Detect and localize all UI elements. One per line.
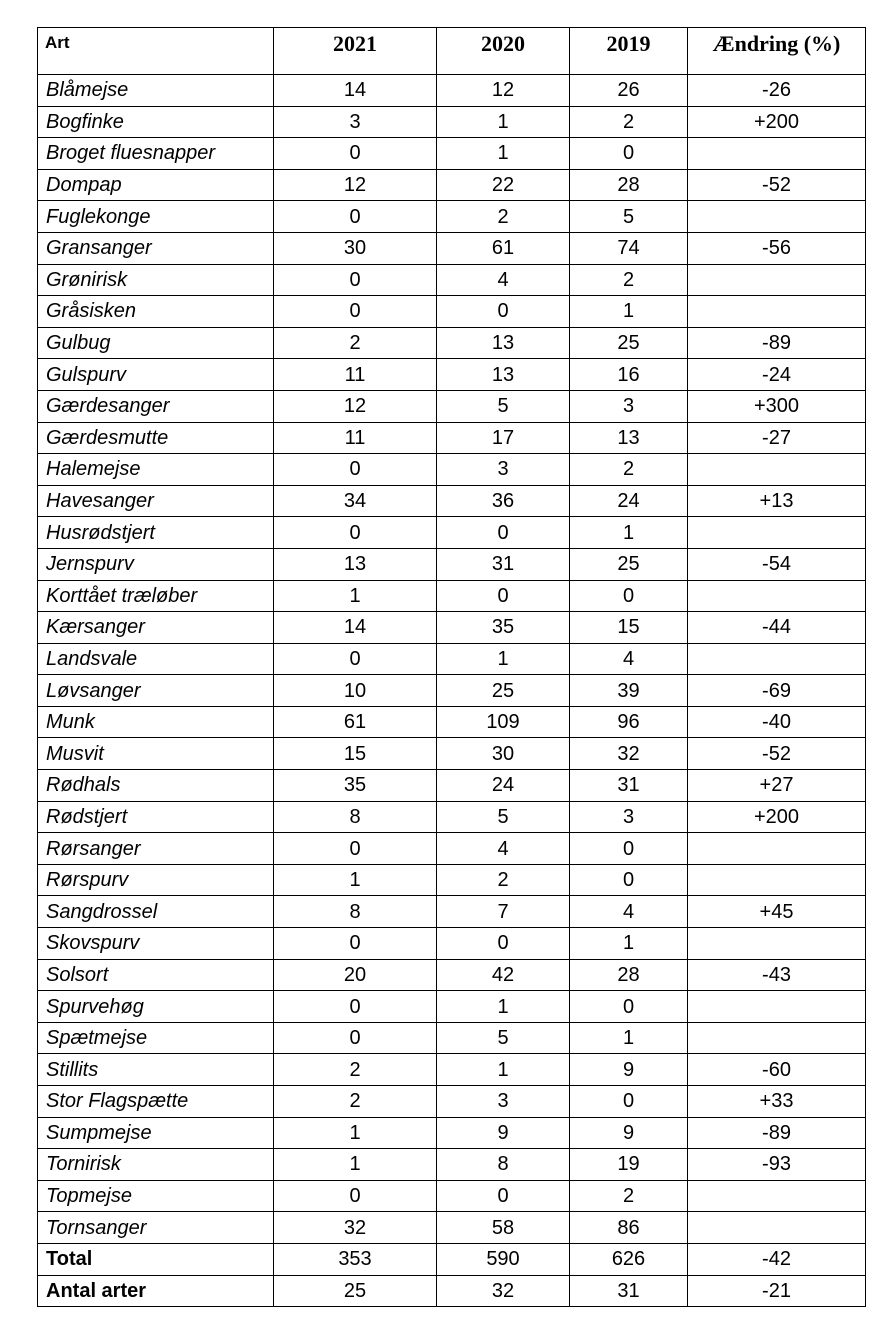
change-percent	[688, 201, 866, 233]
change-percent: -27	[688, 422, 866, 454]
count-2020: 4	[437, 833, 570, 865]
count-2020: 24	[437, 770, 570, 802]
count-2019: 0	[570, 833, 688, 865]
count-2019: 28	[570, 959, 688, 991]
count-2019: 24	[570, 485, 688, 517]
species-name: Landsvale	[38, 643, 274, 675]
count-2019: 28	[570, 169, 688, 201]
column-header-art: Art	[38, 28, 274, 75]
count-2020: 17	[437, 422, 570, 454]
count-2021: 14	[274, 75, 437, 107]
change-percent: -54	[688, 548, 866, 580]
count-2019: 2	[570, 106, 688, 138]
count-2021: 353	[274, 1243, 437, 1275]
table-row	[38, 454, 866, 486]
species-name: Fuglekonge	[38, 201, 274, 233]
count-2019: 86	[570, 1212, 688, 1244]
table-row	[38, 138, 866, 170]
count-2019: 2	[570, 264, 688, 296]
count-2019: 4	[570, 643, 688, 675]
change-percent: +200	[688, 106, 866, 138]
column-header-change: Ændring (%)	[688, 28, 866, 75]
species-name: Blåmejse	[38, 75, 274, 107]
count-2019: 0	[570, 1086, 688, 1118]
column-header-2019: 2019	[570, 28, 688, 75]
count-2021: 14	[274, 612, 437, 644]
table-row	[38, 75, 866, 107]
table-row	[38, 1054, 866, 1086]
count-2021: 15	[274, 738, 437, 770]
change-percent: +300	[688, 390, 866, 422]
table-row	[38, 264, 866, 296]
count-2019: 3	[570, 390, 688, 422]
count-2021: 0	[274, 833, 437, 865]
change-percent	[688, 928, 866, 960]
table-row	[38, 1022, 866, 1054]
count-2019: 9	[570, 1117, 688, 1149]
count-2021: 1	[274, 580, 437, 612]
table-row	[38, 517, 866, 549]
count-2019: 31	[570, 1275, 688, 1307]
change-percent: -43	[688, 959, 866, 991]
change-percent: -89	[688, 1117, 866, 1149]
species-name: Gærdesanger	[38, 390, 274, 422]
count-2020: 3	[437, 454, 570, 486]
change-percent: -40	[688, 706, 866, 738]
count-2020: 30	[437, 738, 570, 770]
count-2019: 4	[570, 896, 688, 928]
change-percent: -89	[688, 327, 866, 359]
count-2020: 35	[437, 612, 570, 644]
species-name: Dompap	[38, 169, 274, 201]
count-2020: 0	[437, 928, 570, 960]
count-2019: 2	[570, 454, 688, 486]
count-2019: 39	[570, 675, 688, 707]
table-row	[38, 928, 866, 960]
species-count-table	[37, 27, 866, 1307]
count-2019: 2	[570, 1180, 688, 1212]
count-2021: 1	[274, 864, 437, 896]
count-2020: 25	[437, 675, 570, 707]
species-name: Spurvehøg	[38, 991, 274, 1023]
column-header-2020: 2020	[437, 28, 570, 75]
count-2021: 30	[274, 232, 437, 264]
count-2021: 0	[274, 1022, 437, 1054]
species-name: Rørspurv	[38, 864, 274, 896]
header-row	[38, 28, 866, 75]
count-2019: 25	[570, 548, 688, 580]
count-2020: 13	[437, 359, 570, 391]
count-2019: 32	[570, 738, 688, 770]
species-name: Total	[38, 1243, 274, 1275]
species-name: Sangdrossel	[38, 896, 274, 928]
count-2021: 0	[274, 991, 437, 1023]
table-row	[38, 327, 866, 359]
table-row	[38, 612, 866, 644]
count-2021: 0	[274, 928, 437, 960]
count-2020: 3	[437, 1086, 570, 1118]
table-row	[38, 643, 866, 675]
count-2019: 1	[570, 296, 688, 328]
change-percent: -56	[688, 232, 866, 264]
species-name: Grønirisk	[38, 264, 274, 296]
count-2021: 32	[274, 1212, 437, 1244]
change-percent	[688, 643, 866, 675]
species-name: Tornirisk	[38, 1149, 274, 1181]
summary-row	[38, 1275, 866, 1307]
change-percent	[688, 296, 866, 328]
count-2021: 11	[274, 422, 437, 454]
count-2020: 12	[437, 75, 570, 107]
table-row	[38, 896, 866, 928]
count-2020: 0	[437, 296, 570, 328]
count-2020: 590	[437, 1243, 570, 1275]
species-name: Rødhals	[38, 770, 274, 802]
count-2019: 74	[570, 232, 688, 264]
count-2019: 626	[570, 1243, 688, 1275]
species-name: Sumpmejse	[38, 1117, 274, 1149]
change-percent	[688, 264, 866, 296]
count-2021: 0	[274, 201, 437, 233]
change-percent: -44	[688, 612, 866, 644]
count-2021: 0	[274, 264, 437, 296]
species-name: Musvit	[38, 738, 274, 770]
species-name: Halemejse	[38, 454, 274, 486]
count-2021: 0	[274, 643, 437, 675]
count-2020: 1	[437, 1054, 570, 1086]
change-percent	[688, 991, 866, 1023]
species-name: Husrødstjert	[38, 517, 274, 549]
change-percent	[688, 833, 866, 865]
species-name: Jernspurv	[38, 548, 274, 580]
count-2021: 0	[274, 296, 437, 328]
count-2020: 1	[437, 991, 570, 1023]
species-name: Bogfinke	[38, 106, 274, 138]
count-2020: 1	[437, 138, 570, 170]
count-2020: 1	[437, 106, 570, 138]
count-2019: 0	[570, 580, 688, 612]
change-percent: -21	[688, 1275, 866, 1307]
count-2019: 3	[570, 801, 688, 833]
count-2020: 109	[437, 706, 570, 738]
count-2021: 0	[274, 517, 437, 549]
count-2021: 8	[274, 801, 437, 833]
count-2019: 25	[570, 327, 688, 359]
table-row	[38, 201, 866, 233]
count-2020: 32	[437, 1275, 570, 1307]
species-name: Rødstjert	[38, 801, 274, 833]
table-row	[38, 548, 866, 580]
count-2021: 1	[274, 1117, 437, 1149]
table-row	[38, 675, 866, 707]
count-2020: 2	[437, 864, 570, 896]
species-name: Antal arter	[38, 1275, 274, 1307]
count-2019: 5	[570, 201, 688, 233]
count-2020: 22	[437, 169, 570, 201]
change-percent	[688, 454, 866, 486]
change-percent	[688, 580, 866, 612]
change-percent	[688, 1022, 866, 1054]
table-row	[38, 580, 866, 612]
count-2021: 2	[274, 1054, 437, 1086]
table-row	[38, 833, 866, 865]
change-percent	[688, 1180, 866, 1212]
count-2019: 0	[570, 864, 688, 896]
count-2019: 9	[570, 1054, 688, 1086]
change-percent	[688, 517, 866, 549]
count-2019: 13	[570, 422, 688, 454]
species-name: Stillits	[38, 1054, 274, 1086]
count-2020: 31	[437, 548, 570, 580]
count-2019: 1	[570, 1022, 688, 1054]
change-percent	[688, 138, 866, 170]
count-2020: 5	[437, 1022, 570, 1054]
count-2020: 61	[437, 232, 570, 264]
species-name: Havesanger	[38, 485, 274, 517]
table-row	[38, 959, 866, 991]
count-2021: 10	[274, 675, 437, 707]
species-name: Gråsisken	[38, 296, 274, 328]
species-name: Tornsanger	[38, 1212, 274, 1244]
table-row	[38, 1117, 866, 1149]
count-2021: 35	[274, 770, 437, 802]
species-name: Broget fluesnapper	[38, 138, 274, 170]
table-row	[38, 1086, 866, 1118]
count-2020: 0	[437, 580, 570, 612]
count-2021: 1	[274, 1149, 437, 1181]
count-2021: 34	[274, 485, 437, 517]
table-row	[38, 296, 866, 328]
change-percent: -26	[688, 75, 866, 107]
species-name: Gærdesmutte	[38, 422, 274, 454]
count-2020: 42	[437, 959, 570, 991]
table-row	[38, 1180, 866, 1212]
count-2019: 1	[570, 928, 688, 960]
count-2019: 26	[570, 75, 688, 107]
column-header-2021: 2021	[274, 28, 437, 75]
species-name: Kærsanger	[38, 612, 274, 644]
count-2021: 12	[274, 390, 437, 422]
species-name: Gulbug	[38, 327, 274, 359]
count-2020: 7	[437, 896, 570, 928]
count-2021: 2	[274, 1086, 437, 1118]
species-name: Gulspurv	[38, 359, 274, 391]
count-2021: 2	[274, 327, 437, 359]
count-2020: 36	[437, 485, 570, 517]
count-2021: 11	[274, 359, 437, 391]
species-name: Munk	[38, 706, 274, 738]
table-row	[38, 770, 866, 802]
count-2021: 0	[274, 454, 437, 486]
count-2021: 20	[274, 959, 437, 991]
count-2019: 15	[570, 612, 688, 644]
table-row	[38, 359, 866, 391]
species-name: Løvsanger	[38, 675, 274, 707]
change-percent: +45	[688, 896, 866, 928]
count-2019: 0	[570, 138, 688, 170]
change-percent	[688, 864, 866, 896]
change-percent	[688, 1212, 866, 1244]
change-percent: +33	[688, 1086, 866, 1118]
table-row	[38, 390, 866, 422]
table-row	[38, 106, 866, 138]
change-percent: -60	[688, 1054, 866, 1086]
table-row	[38, 232, 866, 264]
table-row	[38, 706, 866, 738]
count-2019: 0	[570, 991, 688, 1023]
count-2021: 0	[274, 1180, 437, 1212]
count-2020: 9	[437, 1117, 570, 1149]
change-percent: -52	[688, 738, 866, 770]
count-2021: 8	[274, 896, 437, 928]
count-2019: 96	[570, 706, 688, 738]
table-row	[38, 485, 866, 517]
count-2020: 0	[437, 517, 570, 549]
table-row	[38, 422, 866, 454]
count-2020: 13	[437, 327, 570, 359]
change-percent: -52	[688, 169, 866, 201]
change-percent: +200	[688, 801, 866, 833]
summary-row	[38, 1243, 866, 1275]
table-row	[38, 1149, 866, 1181]
change-percent: -93	[688, 1149, 866, 1181]
count-2019: 31	[570, 770, 688, 802]
count-2020: 5	[437, 801, 570, 833]
species-name: Stor Flagspætte	[38, 1086, 274, 1118]
table-row	[38, 801, 866, 833]
count-2019: 1	[570, 517, 688, 549]
species-name: Rørsanger	[38, 833, 274, 865]
change-percent: -69	[688, 675, 866, 707]
table-row	[38, 738, 866, 770]
species-name: Gransanger	[38, 232, 274, 264]
table-row	[38, 1212, 866, 1244]
change-percent: -24	[688, 359, 866, 391]
count-2020: 5	[437, 390, 570, 422]
count-2021: 25	[274, 1275, 437, 1307]
count-2019: 19	[570, 1149, 688, 1181]
count-2020: 1	[437, 643, 570, 675]
species-name: Topmejse	[38, 1180, 274, 1212]
table-row	[38, 169, 866, 201]
species-name: Spætmejse	[38, 1022, 274, 1054]
table-body	[38, 75, 866, 1307]
count-2021: 12	[274, 169, 437, 201]
table-row	[38, 991, 866, 1023]
count-2021: 13	[274, 548, 437, 580]
table-row	[38, 864, 866, 896]
species-name: Solsort	[38, 959, 274, 991]
table-header	[38, 28, 866, 75]
change-percent: +27	[688, 770, 866, 802]
species-name: Korttået træløber	[38, 580, 274, 612]
change-percent: +13	[688, 485, 866, 517]
count-2020: 58	[437, 1212, 570, 1244]
count-2020: 8	[437, 1149, 570, 1181]
count-2020: 0	[437, 1180, 570, 1212]
count-2019: 16	[570, 359, 688, 391]
count-2021: 61	[274, 706, 437, 738]
change-percent: -42	[688, 1243, 866, 1275]
count-2020: 2	[437, 201, 570, 233]
count-2020: 4	[437, 264, 570, 296]
count-2021: 3	[274, 106, 437, 138]
count-2021: 0	[274, 138, 437, 170]
species-name: Skovspurv	[38, 928, 274, 960]
